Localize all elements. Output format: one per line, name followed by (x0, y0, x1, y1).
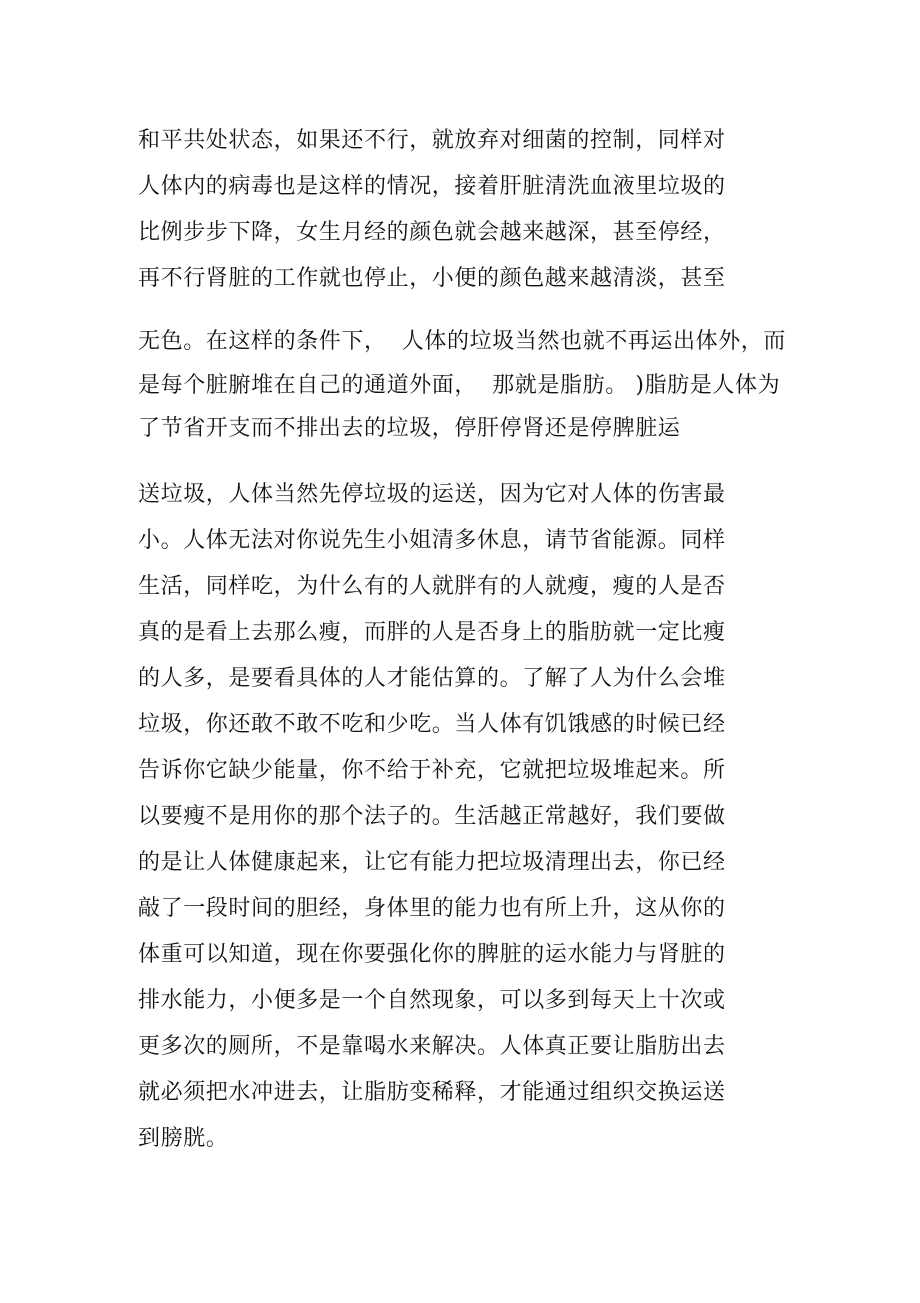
text-line-3: 比例步步下降，女生月经的颜色就会越来越深，甚至停经， (138, 220, 726, 245)
text-line-13: 垃圾，你还敢不敢不吃和少吃。当人体有饥饿感的时候已经 (138, 712, 726, 737)
text-line-12: 的人多，是要看具体的人才能估算的。了解了人为什么会堆 (138, 666, 726, 691)
text-line-1: 和平共处状态，如果还不行，就放弃对细菌的控制，同样对 (138, 128, 726, 153)
text-line-8: 送垃圾，人体当然先停垃圾的运送，因为它对人体的伤害最 (138, 482, 726, 507)
text-line-17: 敲了一段时间的胆经，身体里的能力也有所上升，这从你的 (138, 896, 726, 921)
text-line-9: 小。人体无法对你说先生小姐清多休息，请节省能源。同样 (138, 528, 726, 553)
text-line-15: 以要瘦不是用你的那个法子的。生活越正常越好，我们要做 (138, 804, 726, 829)
text-line-6: 是每个脏腑堆在自己的通道外面， 那就是脂肪。 )脂肪是人体为 (138, 373, 781, 398)
text-line-14: 告诉你它缺少能量，你不给于补充，它就把垃圾堆起来。所 (138, 758, 726, 783)
text-line-18: 体重可以知道，现在你要强化你的脾脏的运水能力与肾脏的 (138, 942, 726, 967)
text-line-21: 就必须把水冲进去，让脂肪变稀释，才能通过组织交换运送 (138, 1080, 726, 1105)
text-line-19: 排水能力，小便多是一个自然现象，可以多到每天上十次或 (138, 988, 726, 1013)
text-line-11: 真的是看上去那么瘦，而胖的人是否身上的脂肪就一定比瘦 (138, 620, 726, 645)
text-line-16: 的是让人体健康起来，让它有能力把垃圾清理出去，你已经 (138, 850, 726, 875)
text-line-22: 到膀胱。 (138, 1126, 229, 1151)
text-line-7: 了节省开支而不排出去的垃圾，停肝停肾还是停脾脏运 (138, 416, 681, 441)
text-line-20: 更多次的厕所，不是靠喝水来解决。人体真正要让脂肪出去 (138, 1034, 726, 1059)
text-line-2: 人体内的病毒也是这样的情况，接着肝脏清洗血液里垃圾的 (138, 174, 726, 199)
text-line-4: 再不行肾脏的工作就也停止，小便的颜色越来越清淡，甚至 (138, 266, 726, 291)
text-line-5: 无色。在这样的条件下， 人体的垃圾当然也就不再运出体外，而 (138, 329, 786, 354)
text-line-10: 生活，同样吃，为什么有的人就胖有的人就瘦，瘦的人是否 (138, 574, 726, 599)
